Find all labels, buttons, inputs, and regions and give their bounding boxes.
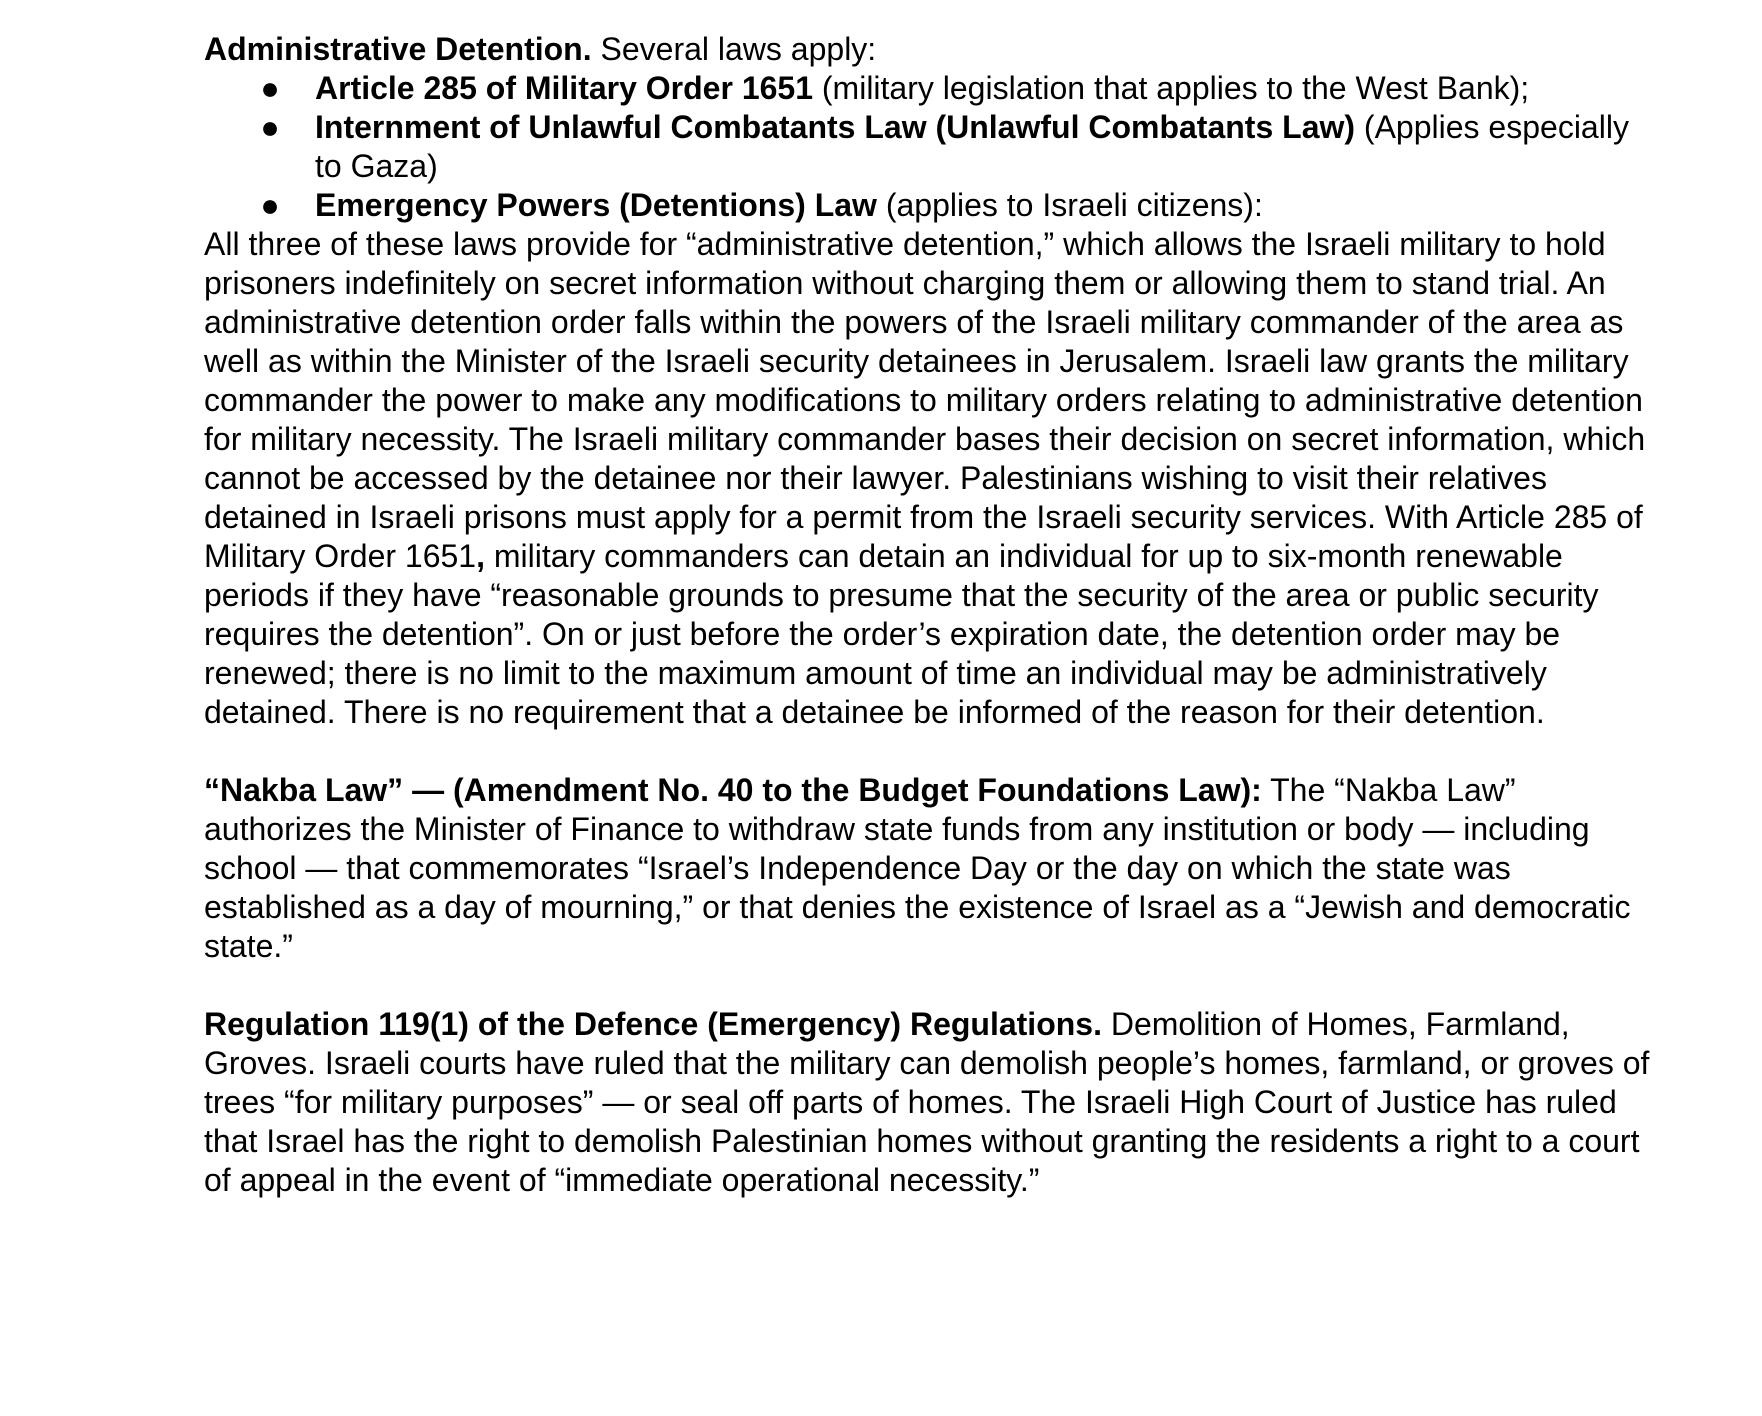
paragraph-gap	[204, 732, 1664, 771]
regulation-119-paragraph	[204, 1005, 1664, 1200]
bullet-icon: ●	[260, 187, 280, 223]
paragraph-gap	[204, 966, 1664, 1005]
admin-detention-intro	[204, 30, 1664, 69]
regulation-119-heading: Regulation 119(1) of the Defence (Emergency) Regulations.	[204, 1006, 1102, 1042]
admin-detention-body-part2: military commanders can detain an individual for up to six-month renewable periods if they have “reasonable grounds to presume that the security of the area or public security requires the detention”. On or just before the order’s expiration date, the detention order may be renewed; there is no limit to the maximum amount of time an individual may be administratively detained. There is no requirement that a detainee be informed of the reason for their detention.	[204, 538, 1599, 730]
list-item	[204, 108, 1664, 186]
section-regulation-119	[204, 1005, 1664, 1200]
nakba-law-paragraph	[204, 771, 1664, 966]
section-nakba-law	[204, 771, 1664, 966]
law-description: (applies to Israeli citizens):	[876, 187, 1263, 223]
bullet-icon: ●	[260, 109, 280, 145]
document-page	[204, 30, 1664, 1200]
list-item	[204, 186, 1664, 225]
admin-detention-body	[204, 225, 1664, 732]
admin-detention-body-part1: All three of these laws provide for “administrative detention,” which allows the Israeli military to hold prisoners indefinitely on secret information without charging them or allowing them to stand trial. An administrative detention order falls within the powers of the Israeli military commander of the area as well as within the Minister of the Israeli security detainees in Jerusalem. Israeli law grants the military commander the power to make any modifications to military orders relating to administrative detention for military necessity. The Israeli military commander bases their decision on secret information, which cannot be accessed by the detainee nor their lawyer. Palestinians wishing to visit their relatives detained in Israeli prisons must apply for a permit from the Israeli security services. With Article 285 of Military Order 1651	[204, 226, 1646, 574]
admin-detention-heading: Administrative Detention.	[204, 31, 592, 67]
laws-list	[204, 69, 1664, 225]
law-description: (military legislation that applies to the West Bank);	[813, 70, 1530, 106]
law-title: Article 285 of Military Order 1651	[315, 70, 813, 106]
regulation-119-body: Demolition of Homes, Farmland, Groves. Israeli courts have ruled that the military can demolish people’s homes, farmland, or groves of trees “for military purposes” — or seal off parts of homes. The Israeli High Court of Justice has ruled that Israel has the right to demolish Palestinian homes without granting the residents a right to a court of appeal in the event of “immediate operational necessity.”	[204, 1006, 1650, 1198]
nakba-law-body: The “Nakba Law” authorizes the Minister of Finance to withdraw state funds from any institution or body — including school — that commemorates “Israel’s Independence Day or the day on which the state was established as a day of mourning,” or that denies the existence of Israel as a “Jewish and democratic state.”	[204, 772, 1631, 964]
bullet-icon: ●	[260, 70, 280, 106]
law-description: (Applies especially to Gaza)	[315, 109, 1629, 184]
admin-detention-intro-text: Several laws apply:	[591, 31, 877, 67]
list-item	[204, 69, 1664, 108]
admin-detention-body-comma: ,	[476, 538, 485, 574]
law-title: Internment of Unlawful Combatants Law (Unlawful Combatants Law)	[315, 109, 1356, 145]
law-title: Emergency Powers (Detentions) Law	[315, 187, 877, 223]
nakba-law-heading: “Nakba Law” — (Amendment No. 40 to the Budget Foundations Law):	[204, 772, 1262, 808]
section-administrative-detention	[204, 30, 1664, 732]
